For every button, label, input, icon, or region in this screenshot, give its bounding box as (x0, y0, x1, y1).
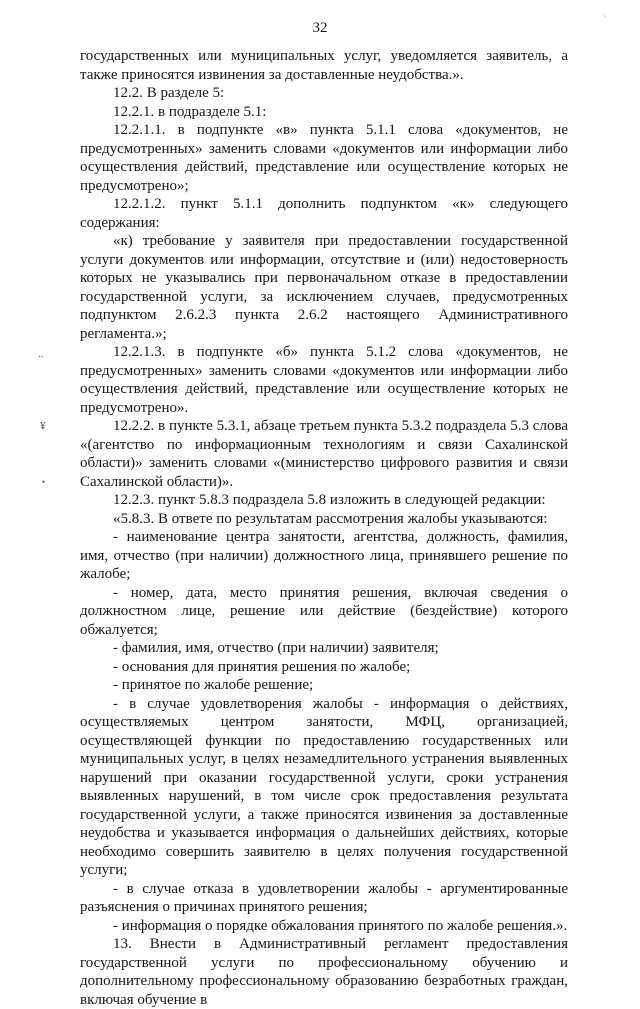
scan-margin-mark: • (42, 477, 46, 487)
paragraph-7: 12.2.2. в пункте 5.3.1, абзаце третьем пункта 5.3.2 подраздела 5.3 слова «(агентство по информационным технологиям и связи Сахалинской области)» заменить словами «(министерство цифрового развития и связи Сахалинской области)». (80, 418, 568, 490)
paragraph-9: «5.8.3. В ответе по результатам рассмотрения жалобы указываются: (113, 510, 548, 527)
paragraph-3: 12.2.1.1. в подпункте «в» пункта 5.1.1 слова «документов, не предусмотренных» заменить словами «документов или информации либо осуществления действий, представление или осуществление которых не предусмотрено»; (80, 122, 568, 194)
paragraph-10: - наименование центра занятости, агентства, должность, фамилия, имя, отчество (при наличии) должностного лица, принявшего решение по жалобе; (80, 529, 568, 582)
paragraph-11: - номер, дата, место принятия решения, включая сведения о должностном лице, решение или действие (бездействие) которого обжалуется; (80, 584, 568, 638)
paragraph-18: 13. Внести в Административный регламент предоставления государственной услуги по профессиональному обучению и дополнительному профессиональному образованию безработных граждан, включая обучение в (80, 936, 568, 1008)
paragraph-17: - информация о порядке обжалования принятого по жалобе решения.». (113, 917, 568, 934)
paragraph-15: - в случае удовлетворения жалобы - информация о действиях, осуществляемых центром занятости, МФЦ, организацией, осуществляющей функции по предоставлению государственных или муниципальных услуг, в целях незамедлительного устранения выявленных нарушений при оказании государственной услуги, сроки устранения выявленных нарушений, в том числе срок предоставления результата государственной услуги, а также приносятся извинения за доставленные неудобства и указывается информация о дальнейших действиях, которые необходимо совершить заявителю в целях получения государственной услуги; (80, 695, 568, 878)
paragraph-6: 12.2.1.3. в подпункте «б» пункта 5.1.2 слова «документов, не предусмотренных» заменить словами «документов или информации либо осуществления действий, представление или осуществление которых не предусмотрено». (80, 344, 568, 416)
paragraph-4: 12.2.1.2. пункт 5.1.1 дополнить подпунктом «к» следующего содержания: (80, 196, 568, 231)
paragraph-2: 12.2.1. в подразделе 5.1: (113, 103, 267, 120)
paragraph-14: - принятое по жалобе решение; (113, 677, 314, 693)
paragraph-8: 12.2.3. пункт 5.8.3 подраздела 5.8 изложить в следующей редакции: (113, 492, 546, 508)
document-body (80, 47, 568, 1009)
scan-margin-mark: ' (604, 14, 606, 24)
paragraph-0: государственных или муниципальных услуг, уведомляется заявитель, а также приносятся извинения за доставленные неудобства.». (80, 48, 568, 83)
scan-margin-mark: ¥ (40, 420, 46, 432)
paragraph-16: - в случае отказа в удовлетворении жалобы - аргументированные разъяснения о причинах принятого решения; (80, 880, 568, 915)
paragraph-1: 12.2. В разделе 5: (113, 85, 225, 101)
page-number: 32 (312, 20, 328, 36)
paragraph-5: «к) требование у заявителя при предоставлении государственной услуги документов или информации, отсутствие и (или) недостоверность которых не указывались при первоначальном отказе в предоставлении государственной услуги, за исключением случаев, предусмотренных подпунктом 2.6.2.3 пункта 2.6.2 настоящего Административного регламента.»; (80, 233, 568, 342)
paragraph-13: - основания для принятия решения по жалобе; (113, 658, 411, 675)
paragraph-12: - фамилия, имя, отчество (при наличии) заявителя; (113, 640, 439, 656)
scan-margin-mark: .. (38, 348, 44, 360)
